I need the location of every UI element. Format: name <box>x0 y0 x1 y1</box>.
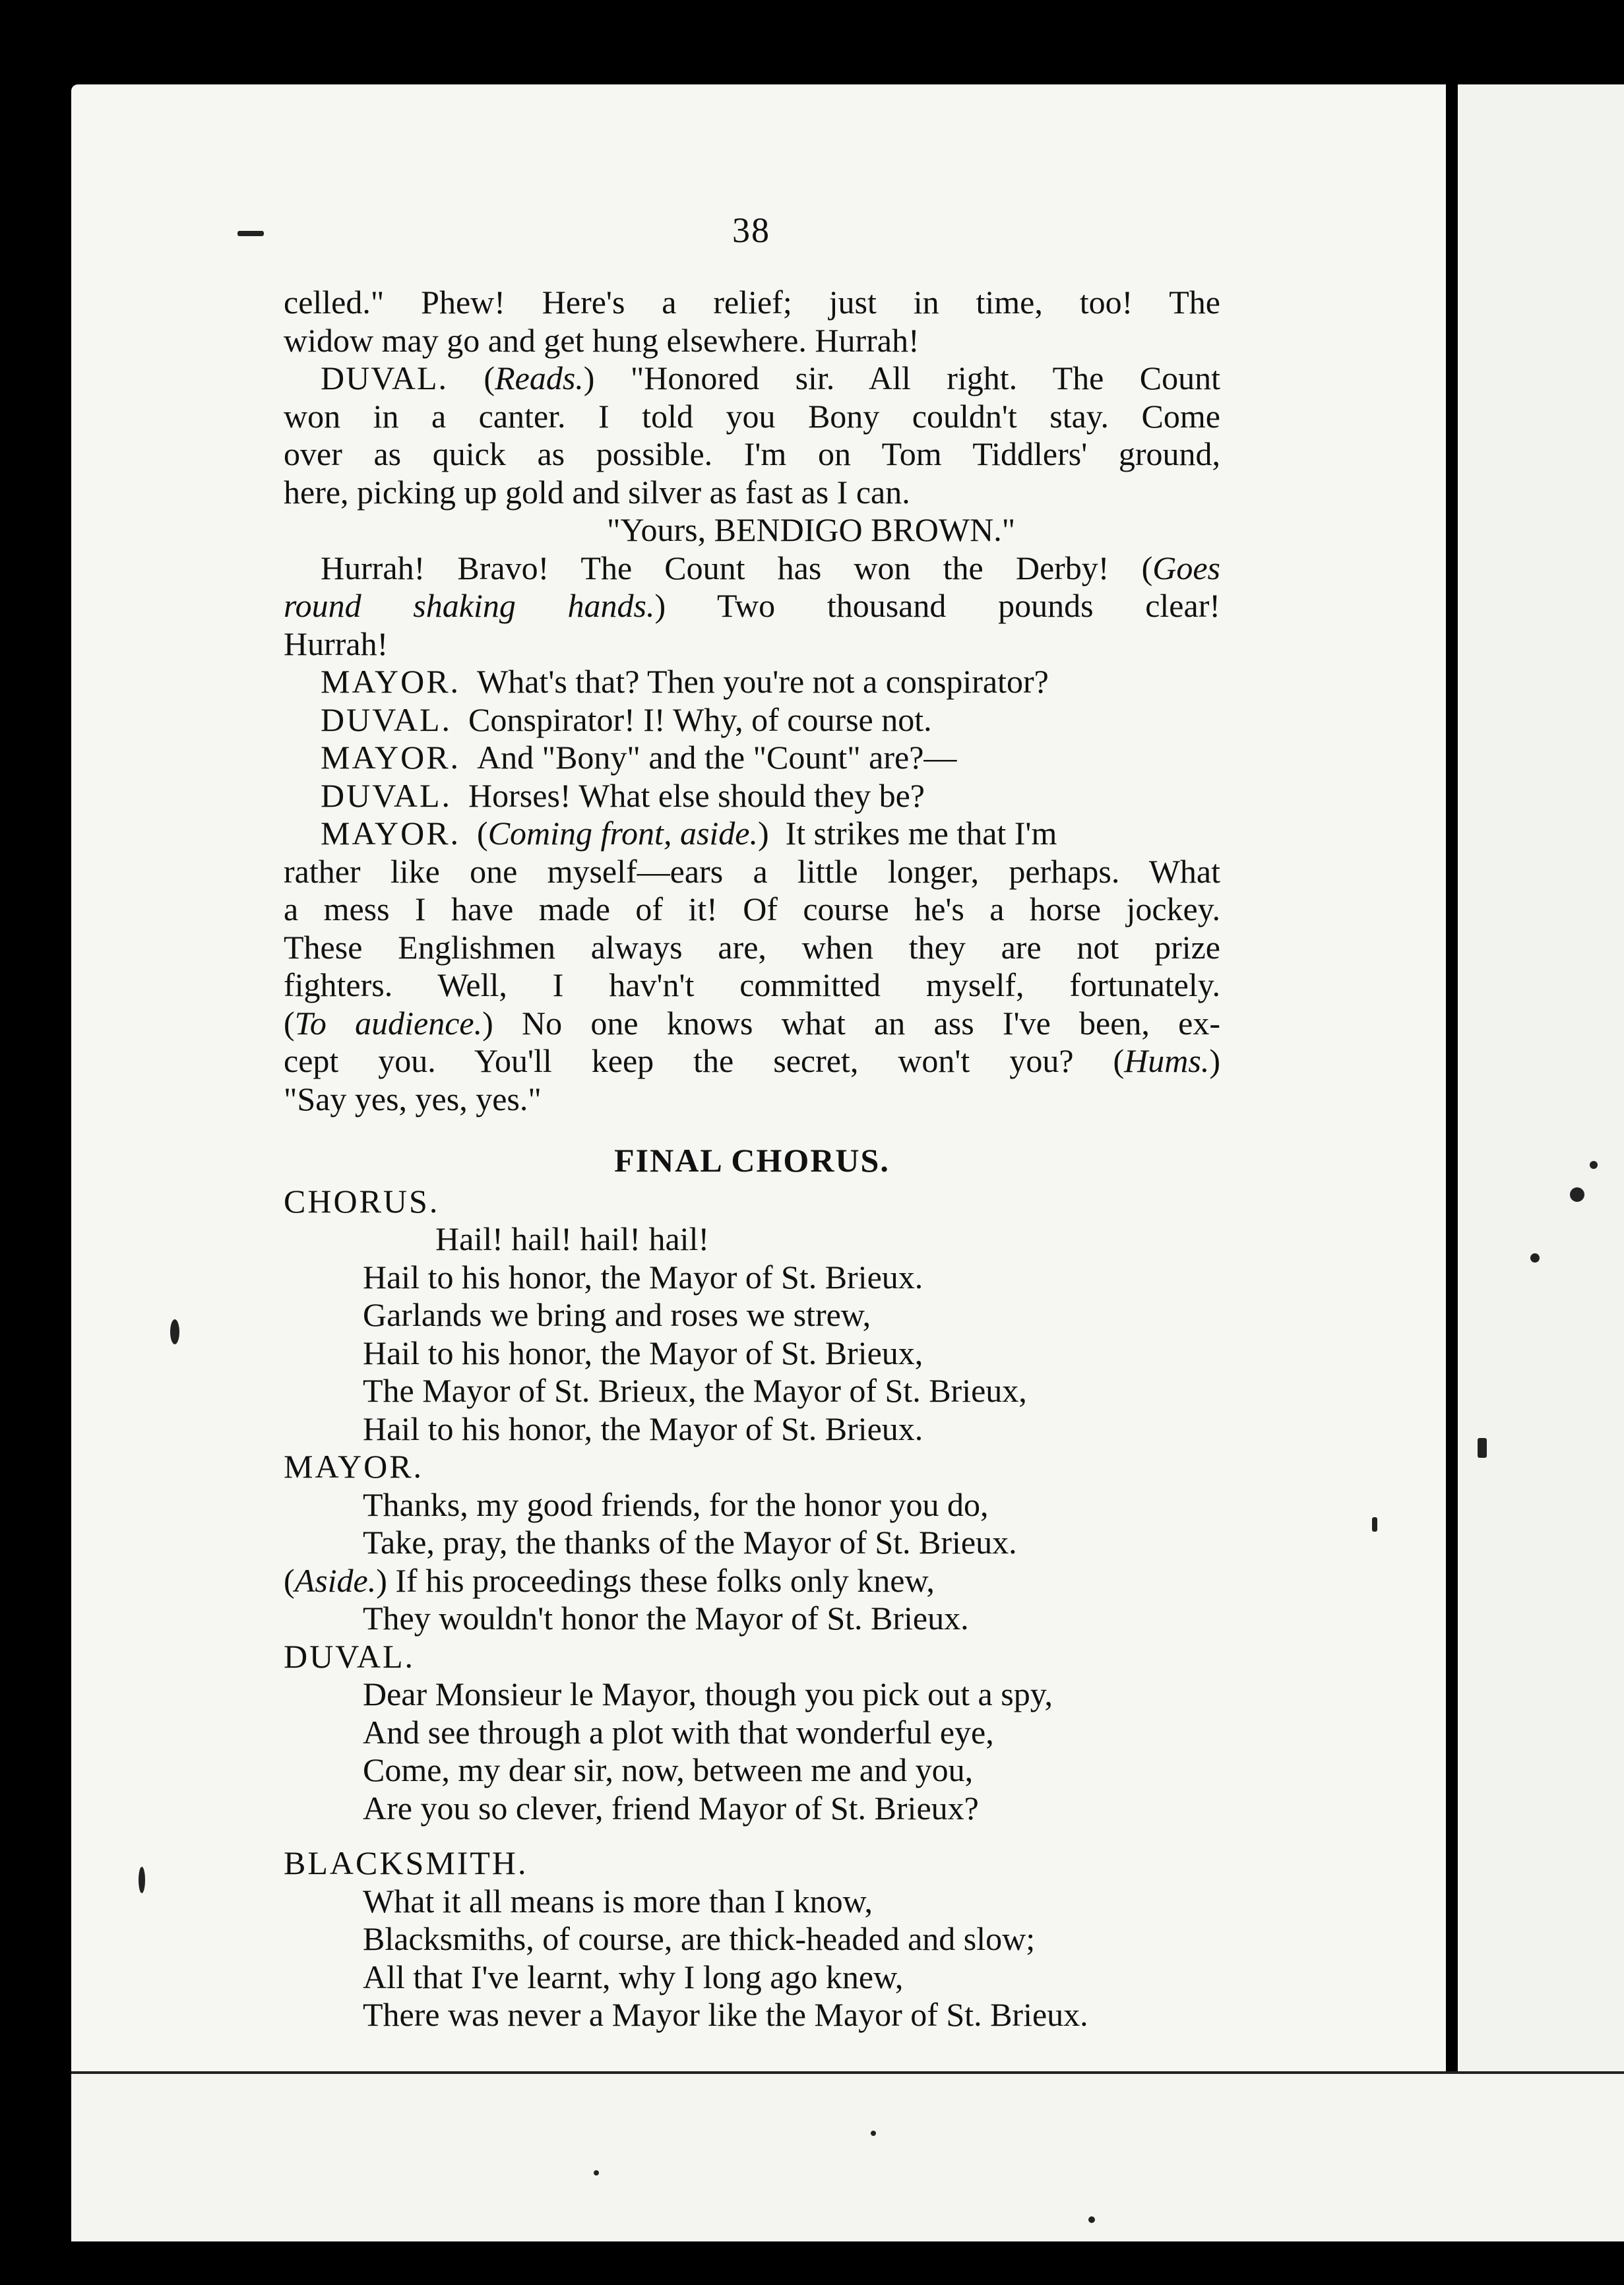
prose-line: "Say yes, yes, yes." <box>284 1080 542 1117</box>
speaker-name: MAYOR. <box>321 739 461 776</box>
verse-line: Are you so clever, friend Mayor of St. Brieux? <box>363 1789 979 1827</box>
prose-line: (To audience.) No one knows what an ass I've been, ex- <box>284 1004 1221 1042</box>
prose-line: round shaking hands.) Two thousand pounds clear! <box>284 587 1220 624</box>
dialogue-line: MAYOR. And "Bony" and the "Count" are?— <box>321 739 957 776</box>
speaker-name: BLACKSMITH. <box>284 1844 528 1881</box>
page-number: 38 <box>732 210 770 250</box>
stage-direction: Goes <box>1152 549 1220 586</box>
verse-line: Dear Monsieur le Mayor, though you pick out a spy, <box>363 1675 1053 1712</box>
prose-line: widow may go and get hung elsewhere. Hurrah! <box>284 321 920 359</box>
scan-speck <box>1088 2216 1095 2223</box>
verse-line: Hail! hail! hail! hail! <box>435 1220 710 1257</box>
stage-direction: round shaking hands. <box>284 587 655 624</box>
page-text <box>284 284 1220 2034</box>
prose-line: a mess I have made of it! Of course he's a horse jockey. <box>284 891 1220 927</box>
page-fold-shadow <box>1446 84 1452 2241</box>
speaker-name: MAYOR. <box>284 1448 424 1485</box>
verse-line: All that I've learnt, why I long ago knew, <box>363 1958 904 1995</box>
speaker-name: DUVAL. <box>321 776 453 814</box>
prose-line: rather like one myself—ears a little longer, perhaps. What <box>284 852 1220 890</box>
stage-direction: Reads. <box>495 360 584 396</box>
stage-direction: Coming front, aside. <box>487 815 758 852</box>
speaker-name: CHORUS. <box>284 1182 440 1220</box>
prose-line: fighters. Well, I hav'n't committed myself, fortunately. <box>284 966 1220 1003</box>
prose-line: over as quick as possible. I'm on Tom Tiddlers' ground, <box>284 435 1220 472</box>
verse-line: What it all means is more than I know, <box>363 1882 873 1920</box>
letter-signature: "Yours, BENDIGO BROWN." <box>607 511 1016 548</box>
verse-line: Hail to his honor, the Mayor of St. Brieux. <box>363 1258 923 1296</box>
scan-speck <box>1590 1161 1598 1169</box>
verse-line: The Mayor of St. Brieux, the Mayor of St. Brieux, <box>363 1372 1027 1409</box>
speaker-name: MAYOR. <box>321 815 461 852</box>
verse-line: Thanks, my good friends, for the honor you do, <box>363 1486 989 1523</box>
verse-line: Hail to his honor, the Mayor of St. Brieux. <box>363 1410 923 1447</box>
scan-speck <box>871 2131 876 2136</box>
stanza-gap <box>284 1827 1220 1844</box>
prose-line: Hurrah! Bravo! The Count has won the Derby! (Goes <box>321 549 1220 586</box>
verse-line: Come, my dear sir, now, between me and you, <box>363 1751 974 1788</box>
page-bottom-margin <box>71 2071 1624 2241</box>
verse-line: (Aside.) If his proceedings these folks only knew, <box>284 1561 935 1599</box>
scan-speck <box>1570 1187 1584 1202</box>
dialogue-line: DUVAL. Horses! What else should they be? <box>321 776 925 814</box>
verse-line: They wouldn't honor the Mayor of St. Brieux. <box>363 1600 969 1637</box>
speaker-name: DUVAL. <box>321 701 453 738</box>
section-heading: FINAL CHORUS. <box>614 1142 890 1179</box>
verse-line: There was never a Mayor like the Mayor of St. Brieux. <box>363 1996 1088 2033</box>
prose-line: These Englishmen always are, when they are not prize <box>284 928 1220 966</box>
verse-line: And see through a plot with that wonderful eye, <box>363 1713 994 1751</box>
stage-direction: Aside. <box>294 1561 377 1599</box>
prose-line: here, picking up gold and silver as fast as I can. <box>284 473 910 511</box>
dialogue-line: DUVAL. Conspirator! I! Why, of course not. <box>321 701 932 738</box>
facing-page-edge <box>1458 84 1624 2241</box>
scan-speck <box>139 1867 145 1893</box>
scan-speck <box>237 231 264 236</box>
speaker-name: DUVAL. <box>321 360 449 396</box>
speaker-name: DUVAL. <box>284 1637 416 1675</box>
page-bottom-edge <box>71 2071 1624 2074</box>
stage-direction: Hums. <box>1124 1042 1210 1079</box>
verse-line: Hail to his honor, the Mayor of St. Brieux, <box>363 1334 923 1371</box>
verse-line: Blacksmiths, of course, are thick-headed and slow; <box>363 1920 1036 1957</box>
dialogue-line: MAYOR. What's that? Then you're not a conspirator? <box>321 663 1049 700</box>
prose-line: won in a canter. I told you Bony couldn't stay. Come <box>284 397 1220 435</box>
scan-speck <box>170 1319 179 1344</box>
speaker-name: MAYOR. <box>321 663 461 700</box>
verse-line: Take, pray, the thanks of the Mayor of St. Brieux. <box>363 1524 1017 1561</box>
scan-speck <box>1478 1438 1487 1458</box>
dialogue-line: MAYOR. (Coming front, aside.) It strikes me that I'm <box>321 815 1057 852</box>
prose-line: cept you. You'll keep the secret, won't you? (Hums.) <box>284 1042 1220 1079</box>
prose-line: Hurrah! <box>284 625 389 662</box>
stage-direction: To audience. <box>294 1004 483 1042</box>
prose-line: celled." Phew! Here's a relief; just in time, too! The <box>284 284 1220 321</box>
scan-speck <box>1530 1253 1540 1263</box>
scan-speck <box>594 2170 599 2175</box>
prose-line: DUVAL. (Reads.) "Honored sir. All right. The Count <box>321 360 1220 396</box>
scan-speck <box>1372 1517 1377 1532</box>
verse-line: Garlands we bring and roses we strew, <box>363 1296 871 1333</box>
